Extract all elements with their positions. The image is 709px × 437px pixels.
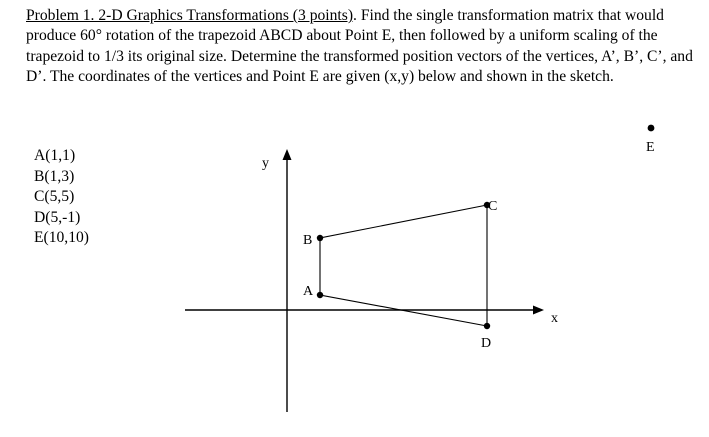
vertex-d-coordinates: D(5,-1) [34,208,81,226]
vertex-d-dot [484,323,490,329]
vertex-d-label: D [481,336,492,351]
vertex-c-label: C [488,199,498,214]
vertex-a-coordinates: A(1,1) [34,147,76,164]
problem-heading: Problem 1. 2-D Graphics Transformations (3 points) [26,7,354,24]
vertex-a-label: A [303,284,314,299]
vertex-b-coordinates: B(1,3) [34,167,75,185]
trapezoid-abcd [320,205,487,326]
point-e-coordinates: E(10,10) [34,229,89,247]
y-axis-arrowhead [283,149,292,160]
vertex-b-label: B [303,233,313,248]
problem-body: . Find the single transformation matrix that would produce 60° rotation of the trapezoid ABCD about Point E, then followed by a uniform scaling of the trapezoid to 1/3 its original size. Determine the transformed position vectors of the vertices, A’, B’, C’, and D’. The coordinates of the vertices and Point E are given (x,y) below and shown in the sketch. [26,7,693,85]
vertex-c-coordinates: C(5,5) [34,188,75,206]
vertex-b-dot [317,235,323,241]
point-e-dot [648,125,655,132]
x-axis-label: x [551,311,558,326]
y-axis-label: y [262,156,269,171]
vertex-a-dot [317,292,323,298]
x-axis-arrowhead [533,306,544,315]
point-e-label: E [646,140,655,155]
